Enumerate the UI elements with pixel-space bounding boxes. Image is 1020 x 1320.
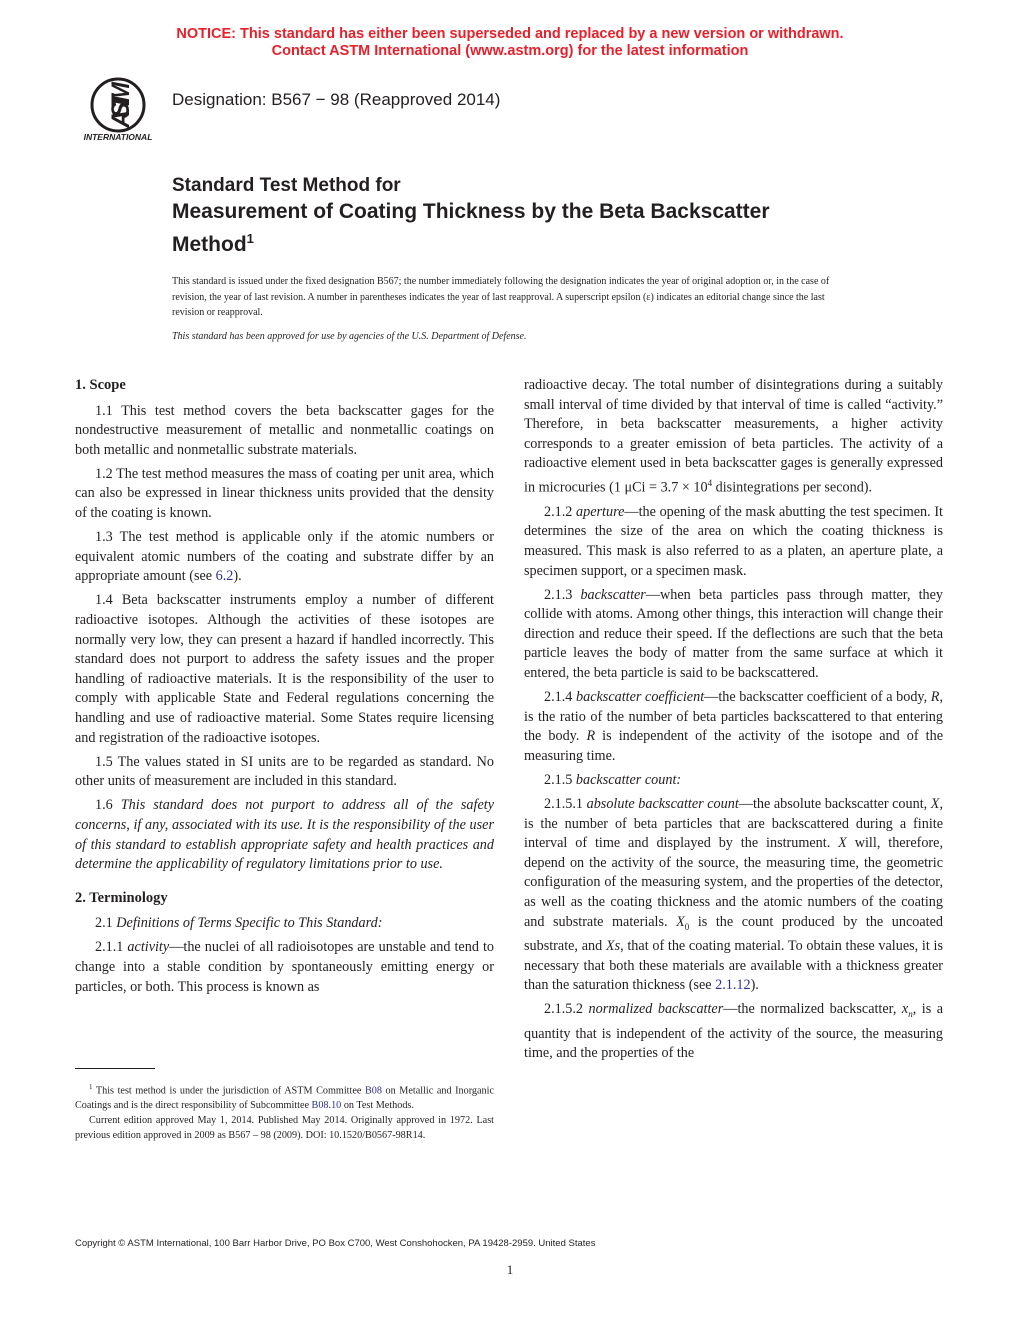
astm-logo bbox=[74, 72, 162, 144]
right-column bbox=[524, 376, 943, 1068]
title-line-2: Measurement of Coating Thickness by the Beta Backscatter bbox=[172, 200, 770, 223]
paragraph-2-1-1: 2.1.1 activity—the nuclei of all radioisotopes are unstable and tend to change into a stable condition by spontaneously emitting energy or particles, or both. This process is known as bbox=[75, 939, 494, 995]
designation: Designation: B567 − 98 (Reapproved 2014) bbox=[172, 90, 501, 109]
section-heading-scope: 1. Scope bbox=[75, 377, 126, 393]
preamble bbox=[172, 274, 848, 344]
footnote bbox=[75, 1080, 494, 1143]
paragraph-2-1-2: 2.1.2 aperture—the opening of the mask abutting the test specimen. It determines the size of the area on which the coating thickness is measured. This mask is also referred to as a platen, an aperture plate, a specimen support, or a specimen mask. bbox=[524, 503, 944, 579]
logo-caption: INTERNATIONAL bbox=[83, 132, 153, 142]
logo-letters: ASTM bbox=[107, 82, 135, 128]
paragraph-2-1: 2.1 Definitions of Terms Specific to This Standard: bbox=[95, 915, 383, 932]
section-heading-terminology: 2. Terminology bbox=[75, 889, 168, 906]
paragraph-1-5: 1.5 The values stated in SI units are to be regarded as standard. No other units of measurement are included in this standard. bbox=[75, 753, 494, 790]
notice-line-2: Contact ASTM International (www.astm.org) for the latest information bbox=[271, 43, 749, 59]
paragraph-2-1-5-1: 2.1.5.1 absolute backscatter count—the absolute backscatter count, X, is the number of beta particles that are backscattered during a finite interval of time and displayed by the instrument. X will, therefore, depend on the activity of the source, the measuring time, the geometric configuration of the measuring system, and the properties of the detector, as well as the coating thickness and the atomic numbers of the coating and substrate materials. $X_0$ is the count produced by the uncoated substrate, and Xs, that of the coating material. To obtain these values, it is necessary that both these materials are available with a thickness greater than the saturation thickness (see 2.1.12). bbox=[524, 796, 944, 994]
left-column bbox=[75, 376, 494, 1002]
subcommittee-link-b08-10[interactable]: B08.10 bbox=[311, 1100, 342, 1112]
paragraph-1-3: 1.3 The test method is applicable only if the atomic numbers or equivalent atomic numbers of the coating and substrate differ by an appropriate amount (see 6.2). bbox=[75, 529, 494, 585]
paragraph-2-1-3: 2.1.3 backscatter—when beta particles pass through matter, they collide with atoms. Among other things, this interaction will change their direction and reduce their speed. If the deflections are such that the beta particle leaves the body of matter from the same surface at which it entered, the beta particle is said to be backscattered. bbox=[524, 586, 943, 682]
footnote-jurisdiction: $^1$ This test method is under the jurisdiction of ASTM Committee B08 on Metallic and Inorganic Coatings and is the direct responsibility of Subcommittee B08.10 on Test Methods. bbox=[75, 1083, 494, 1112]
footnote-edition: Current edition approved May 1, 2014. Published May 2014. Originally approved in 1972. Last previous edition approved in 2009 as B567 – 98 (2009). DOI: 10.1520/B0567-98R14. bbox=[75, 1115, 494, 1142]
issued-statement: This standard is issued under the fixed designation B567; the number immediately following the designation indicates the year of original adoption or, in the case of revision, the year of last revision. A number in parentheses indicates the year of last reapproval. A superscript epsilon (ε) indicates an editorial change since the last revision or reapproval. bbox=[172, 276, 830, 318]
supersede-notice bbox=[0, 26, 1020, 60]
section-link-6-2[interactable]: 6.2 bbox=[215, 568, 234, 585]
paragraph-2-1-5: 2.1.5 backscatter count: bbox=[544, 772, 682, 789]
document-title bbox=[172, 174, 770, 258]
page-number: 1 bbox=[506, 1262, 514, 1277]
footnote-divider bbox=[75, 1068, 155, 1069]
committee-link-b08[interactable]: B08 bbox=[364, 1085, 382, 1097]
title-line-1: Standard Test Method for bbox=[172, 175, 401, 196]
title-footnote-mark: 1 bbox=[246, 231, 254, 246]
dod-statement: This standard has been approved for use by agencies of the U.S. Department of Defense. bbox=[172, 330, 527, 342]
notice-line-1: NOTICE: This standard has either been superseded and replaced by a new version or withdrawn. bbox=[176, 26, 844, 42]
paragraph-1-4: 1.4 Beta backscatter instruments employ a number of different radioactive isotopes. Although the activities of these isotopes are normally very low, they can present a hazard if handled incorrectly. This standard does not purport to address the safety issues and the proper handling of radioactive materials. It is the responsibility of the user to comply with applicable State and Federal regulations concerning the handling and use of radioactive material. Some States require licensing and registration of the radioactive isotopes. bbox=[75, 592, 494, 746]
paragraph-1-6: 1.6 This standard does not purport to address all of the safety concerns, if any, associated with its use. It is the responsibility of the user of this standard to establish appropriate safety and health practices and determine the applicability of regulatory limitations prior to use. bbox=[75, 797, 494, 873]
copyright: Copyright © ASTM International, 100 Barr Harbor Drive, PO Box C700, West Conshohocken, PA 19428-2959. United States bbox=[75, 1238, 596, 1249]
paragraph-1-2: 1.2 The test method measures the mass of coating per unit area, which can also be expressed in linear thickness units provided that the density of the coating is known. bbox=[75, 465, 494, 522]
paragraph-2-1-1-continued: radioactive decay. The total number of disintegrations during a suitably small interval of time divided by that interval of time is called “activity.” Therefore, in beta backscatter measurements, a higher activity corresponds to a greater emission of beta particles. The activity of a radioactive element used in beta backscatter gages is generally expressed in microcuries (1 $\mu Ci = 3.7 \times 10^4$ disintegrations per second). bbox=[524, 377, 943, 496]
paragraph-2-1-5-2: 2.1.5.2 normalized backscatter—the normalized backscatter, $x_n$, is a quantity that is independent of the activity of the source, the measuring time, and the properties of the bbox=[524, 1001, 944, 1062]
title-line-3: Method bbox=[172, 233, 247, 256]
paragraph-2-1-4: 2.1.4 backscatter coefficient—the backscatter coefficient of a body, R, is the ratio of the number of beta particles backscattered to that entering the body. R is independent of the activity of the isotope and of the measuring time. bbox=[524, 689, 943, 764]
paragraph-1-1: 1.1 This test method covers the beta backscatter gages for the nondestructive measurement of metallic and nonmetallic coatings on both metallic and nonmetallic substrate materials. bbox=[75, 402, 494, 458]
section-link-2-1-12[interactable]: 2.1.12 bbox=[715, 977, 751, 994]
